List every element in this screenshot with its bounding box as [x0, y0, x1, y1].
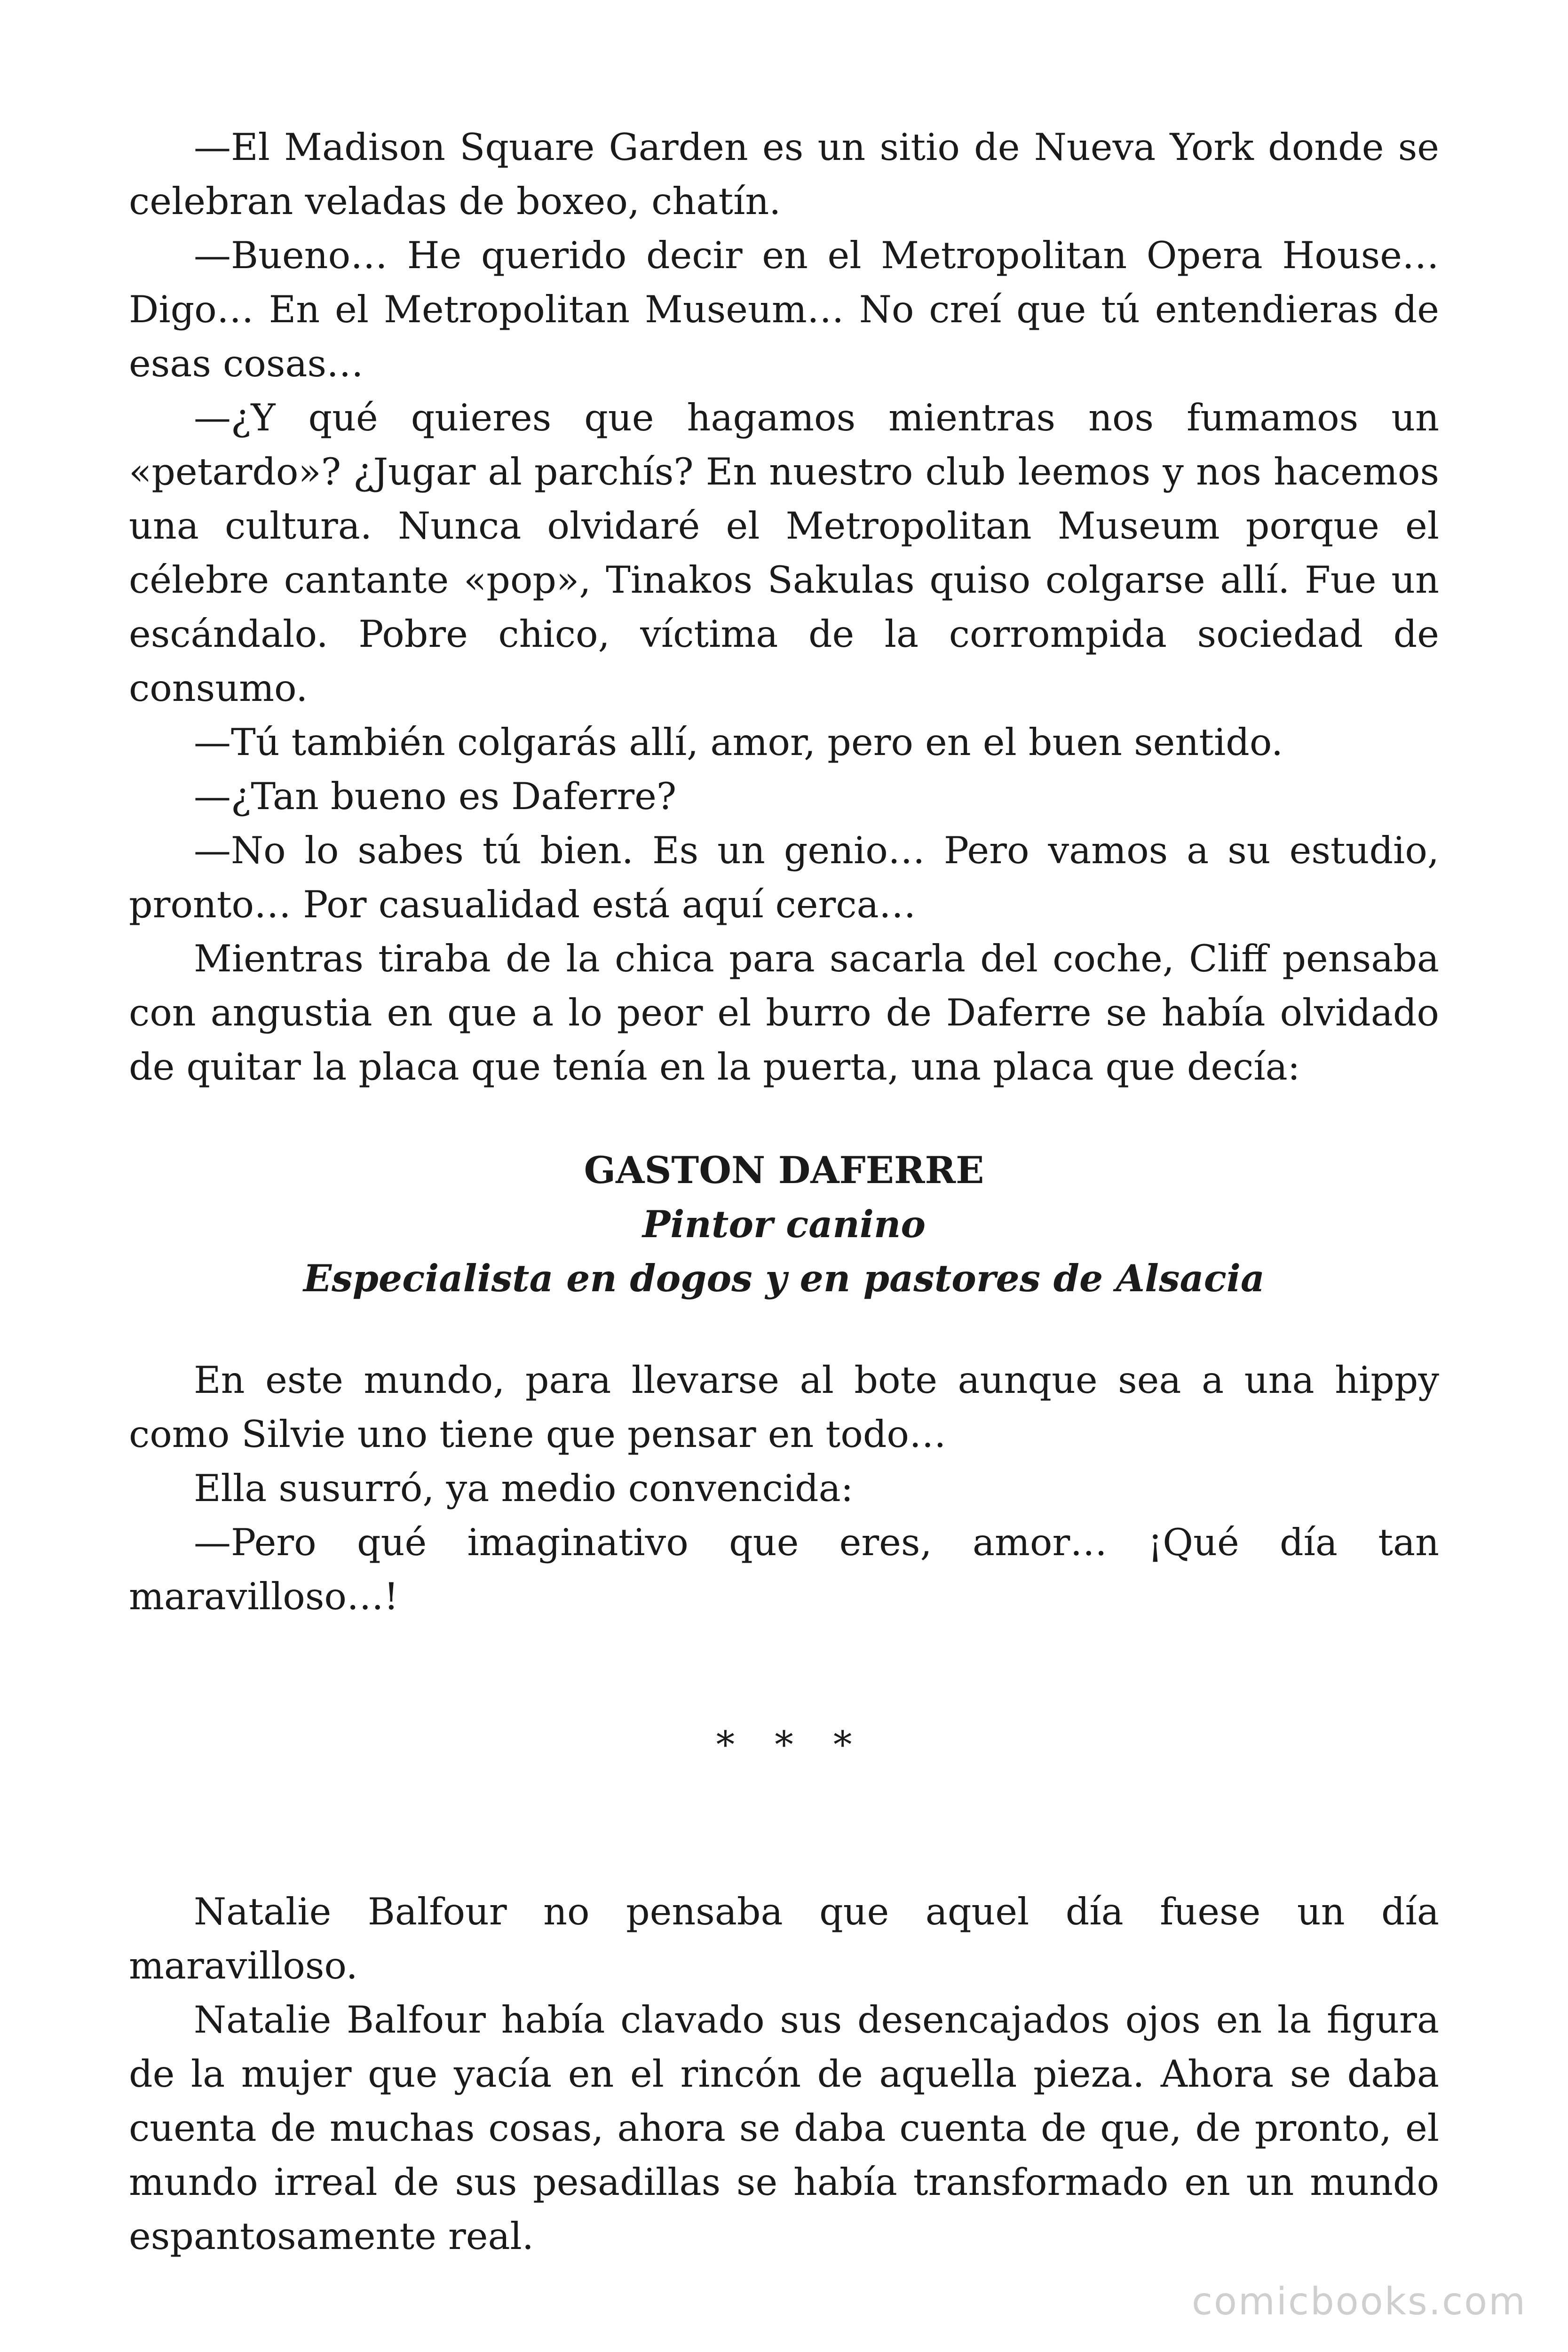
paragraph: En este mundo, para llevarse al bote aunque sea a una hippy como Silvie uno tiene que pensar en todo… [129, 1359, 1439, 1456]
plaque-title: Pintor canino [642, 1202, 926, 1246]
paragraph: Mientras tiraba de la chica para sacarla del coche, Cliff pensaba con angustia en que a lo peor el burro de Daferre se había olvidado de quitar la placa que tenía en la puerta, una placa que decía: [129, 937, 1439, 1089]
watermark: comicbooks.com [1191, 2280, 1527, 2323]
door-plaque [129, 1143, 1439, 1305]
paragraph: —Pero qué imaginativo que eres, amor… ¡Qué día tan maravilloso…! [129, 1521, 1439, 1618]
paragraph: —No lo sabes tú bien. Es un genio… Pero vamos a su estudio, pronto… Por casualidad está aquí cerca… [129, 829, 1439, 926]
paragraph: —Tú también colgarás allí, amor, pero en el buen sentido. [194, 721, 1283, 764]
paragraph: Ella susurró, ya medio convencida: [194, 1467, 854, 1510]
paragraph: —El Madison Square Garden es un sitio de Nueva York donde se celebran veladas de boxeo, chatín. [129, 126, 1439, 223]
scene-separator: * * * [716, 1723, 866, 1766]
paragraph: Natalie Balfour no pensaba que aquel día fuese un día maravilloso. [129, 1890, 1439, 1987]
plaque-specialty: Especialista en dogos y en pastores de Alsacia [303, 1256, 1265, 1300]
paragraph: —¿Tan bueno es Daferre? [194, 775, 677, 818]
paragraph: —Bueno… He querido decir en el Metropolitan Opera House… Digo… En el Metropolitan Museum… No creí que tú entendieras de esas cosas… [129, 234, 1439, 385]
page-text [129, 120, 1439, 2264]
paragraph: Natalie Balfour había clavado sus desencajados ojos en la figura de la mujer que yacía en el rincón de aquella pieza. Ahora se daba cuenta de muchas cosas, ahora se daba cuenta de que, de pronto, el mundo irreal de sus pesadillas se había transformado en un mundo espantosamente real. [129, 1998, 1439, 2258]
plaque-name: GASTON DAFERRE [584, 1148, 984, 1192]
paragraph: —¿Y qué quieres que hagamos mientras nos fumamos un «petardo»? ¿Jugar al parchís? En nuestro club leemos y nos hacemos una cultura. Nunca olvidaré el Metropolitan Museum porque el célebre cantante «pop», Tinakos Sakulas quiso colgarse allí. Fue un escándalo. Pobre chico, víctima de la corrompida sociedad de consumo. [129, 396, 1439, 710]
